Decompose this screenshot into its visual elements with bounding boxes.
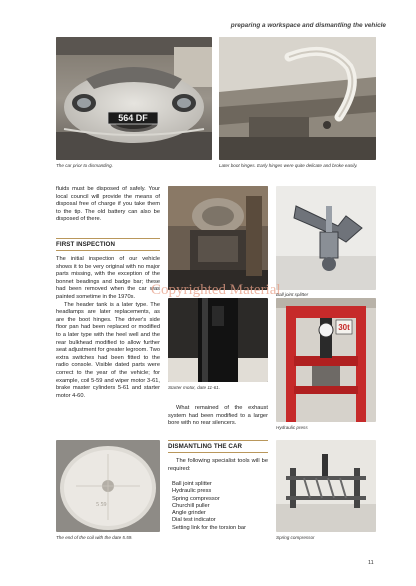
running-head: preparing a workspace and dismantling the vehicle [230,22,386,29]
list-item: Spring compressor [172,495,220,502]
tools-list [172,481,246,532]
intro-text: fluids must be disposed of safely. Your local council will provide the means of disposal free of charge if you take them to the tip. The old battery can also be disposed of there. [56,186,160,223]
list-item: Angle grinder [172,510,206,517]
caption-coil: The end of the coil with the date 5.59. [56,535,133,540]
caption-spring-compressor: Spring compressor [276,535,315,540]
first-inspection-para1: The initial inspection of our vehicle shows it to be very original with no major parts missing, with the exception of the bonnet beadings and badge bar; these had been removed when the car was painted sometime in the 1970s. [56,256,160,300]
photo-spring-compressor [276,440,376,532]
license-plate: 564 DF [118,113,148,123]
dismantling-intro [168,458,268,473]
first-inspection-para2: The header tank is a later type. The headlamps are later replacements, as are the boot hinges. The driver's side floor pan had been replaced or modified to a later type with the heel well and the rear bulkhead modified to allow further seat adjustment for greater legroom. Two extra switches had been fitted to the radio console. Visible dated parts were correct to the year of the vehicle; for example, coil 5-59 and wiper motor 3-61, brake master cylinders 5-61 and starter motor 4-60. [56,301,160,399]
list-item: Hydraulic press [172,488,212,495]
dismantling-intro-text: The following specialist tools will be required: [168,458,268,472]
page-number: 11 [368,560,374,566]
first-inspection-heading: FIRST INSPECTION [56,238,160,251]
photo-coil [56,440,160,532]
caption-hydraulic-press: Hydraulic press [276,425,308,430]
caption-boot-hinges: Later boot hinges. Early hinges were quite delicate and broke easily. [219,163,358,168]
caption-car-front: The car prior to dismantling. [56,163,113,168]
list-item: Dial test indicator [172,517,216,524]
caption-starter-motor: Starter motor, date 11-61. [168,385,221,390]
intro-paragraph [56,186,160,224]
press-rating-label: 30t [338,323,350,332]
list-item: Setting link for the torsion bar [172,524,246,531]
list-item: Churchill puller [172,502,210,509]
dismantling-heading: DISMANTLING THE CAR [168,440,268,453]
caption-ball-joint-splitter: Ball joint splitter [276,292,309,297]
exhaust-paragraph [168,405,268,428]
photo-ball-joint-splitter [276,186,376,290]
photo-rusty-part [168,186,268,290]
photo-hydraulic-press [276,298,376,422]
list-item: Ball joint splitter [172,481,212,487]
copyright-watermark: Copyrighted Material [151,282,281,298]
svg-text:5 59: 5 59 [96,502,107,508]
exhaust-text: What remained of the exhaust system had been modified to a larger bore with no rear silencers. [168,405,268,427]
photo-boot-hinges [219,37,376,160]
first-inspection-body [56,256,160,400]
photo-starter-motor [168,298,268,382]
photo-car-front [56,37,212,160]
